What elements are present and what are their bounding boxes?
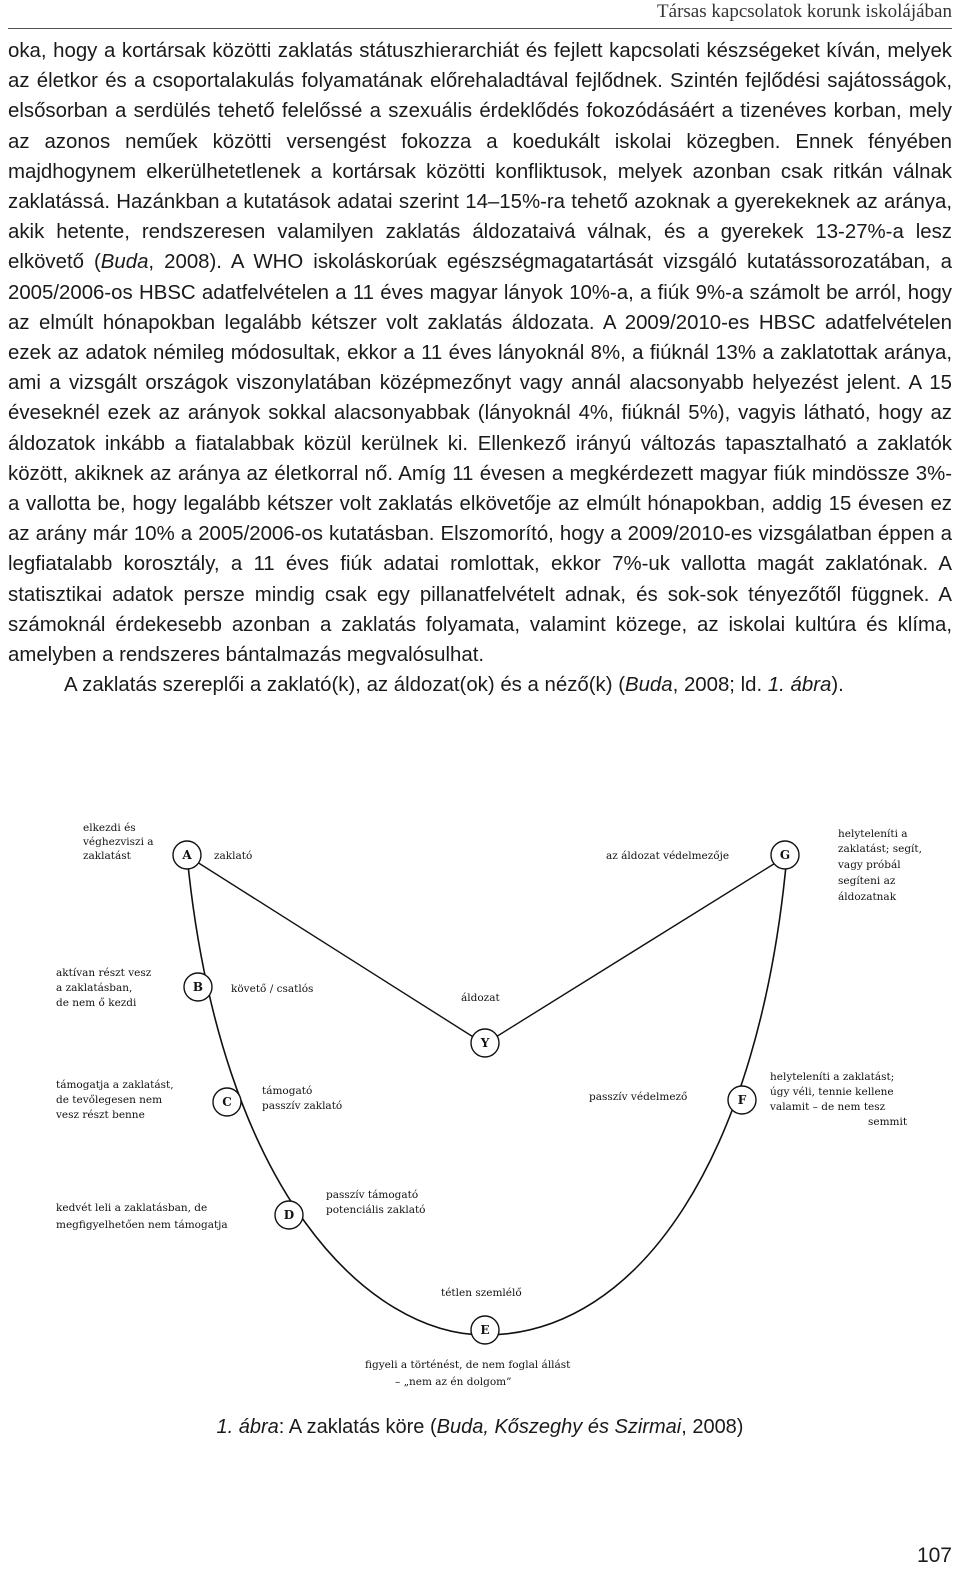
body-text [8,36,952,700]
label-a-role: zaklató [214,850,253,862]
label-a-desc-1: elkezdi és [83,822,136,834]
label-b-desc-3: de nem ő kezdi [56,997,137,1009]
label-f-desc-2: úgy véli, tennie kellene [770,1086,894,1098]
svg-text:B: B [192,980,204,994]
node-y [471,1029,499,1057]
label-d-role-1: passzív támogató [326,1189,419,1201]
svg-text:A: A [182,848,192,862]
label-b-role: követő / csatlós [231,983,314,995]
label-e-desc-2: – „nem az én dolgom” [395,1376,512,1388]
svg-text:E: E [480,1323,490,1337]
running-header [8,0,952,29]
svg-text:C: C [222,1095,232,1109]
caption-authors: Buda, Kőszeghy és Szirmai [436,1416,682,1438]
figure-caption [0,1413,960,1441]
label-g-desc-3: vagy próbál [838,859,901,871]
label-e-desc-1: figyeli a történést, de nem foglal állást [365,1359,571,1371]
label-c-desc-2: de tevőlegesen nem [56,1094,163,1106]
label-f-role: passzív védelmező [589,1091,688,1103]
label-g-role: az áldozat védelmezője [606,850,730,862]
label-e-role: tétlen szemlélő [441,1287,522,1299]
paragraph-2-text-end: ). [831,674,844,697]
caption-text: : A zaklatás köre ( [278,1416,437,1438]
label-c-desc-1: támogatja a zaklatást, [56,1079,174,1091]
caption-year: , 2008) [681,1416,744,1438]
node-f [728,1086,756,1114]
node-b [184,973,212,1001]
citation-author: Buda [100,251,149,274]
bullying-circle-diagram [0,815,960,1415]
page-number: 107 [916,1544,952,1567]
label-f-desc-4: semmit [868,1116,908,1128]
figure-reference: 1. ábra [767,674,832,697]
victim-defender-line [491,862,777,1040]
paragraph-1-text-cont: , 2008). A WHO iskoláskorúak egészségmagatartását vizsgáló kutatássorozatában, a 2005/2006-os HBSC adatfelvételen a 11 éves magyar lányok 10%-a, a fiúk 9%-a számolt be arról, hogy az elmúlt hónapokban legalább kétszer volt zaklatás áldozata. A 2009/2010-es HBSC adatfelvételen ezek az adatok némileg módosultak, ekkor a 11 éves lányoknál 8%, a fiúknál 13% a zaklatottak aránya, ami a vizsgált országok viszonylatában középmezőnyt vagy annál alacsonyabb helyezést jelent. A 15 éveseknél ezek az arányok sokkal alacsonyabbak (lányoknál 4%, fiúknál 5%), vagyis látható, hogy az áldozatok inkább a fiatalabbak közül kerülnek ki. Ellenkező irányú változás tapasztalható a zaklatók között, akiknek az aránya az életkorral nő. Amíg 11 évesen a megkérdezett magyar fiúk mindössze 3%-a vallotta be, hogy legalább kétszer volt zaklatás elkövetője az elmúlt hónapokban, addig 15 évesen ez az arány már 10% a 2005/2006-os kutatásban. Elszomorító, hogy a 2009/2010-es vizsgálatban éppen a legfiatalabb korosztály, a 11 éves fiúk adatai romlottak, ekkor 7%-uk vallotta magát zaklatónak. A statisztikai adatok persze mindig csak egy pillanatfelvételt adnak, és sok-sok tényezőtől függnek. A számoknál érdekesebb azonban a zaklatás folyamata, valamint közege, az iskolai kultúra és klíma, amelyben a rendszeres bántalmazás megvalósulhat. [8,251,952,667]
label-y-role: áldozat [461,992,500,1004]
node-d [275,1201,303,1229]
paragraph-1-text: oka, hogy a kortársak közötti zaklatás státuszhierarchiát és fejlett kapcsolati készségeket kíván, melyek az életkor és a csoportalakulás folyamatának előrehaladtával fejlődnek. Szintén fejlődési sajátosságok, elsősorban a serdülés tehető felelőssé a szexuális érdeklődés fokozódásáért a tizenéves korban, mely az azonos neműek közötti versengést fokozza a koedukált iskolai közegben. Ennek fényében majdhogynem elkerülhetetlenek a kortársak közötti konfliktusok, melyek azonban csak ritkán válnak zaklatássá. Hazánkban a kutatások adatai szerint 14–15%-ra tehető azoknak a gyerekeknek az aránya, akik hetente, rendszeresen valamilyen zaklatás áldozataivá válnak, és a gyerekek 13-27%-a lesz elkövető ( [8,40,952,274]
node-e [471,1316,499,1344]
label-c-desc-3: vesz részt benne [56,1109,145,1121]
running-title: Társas kapcsolatok korunk iskolájában [657,1,952,22]
bully-victim-line [197,862,478,1040]
label-b-desc-1: aktívan részt vesz [56,967,152,979]
svg-text:G: G [779,848,791,862]
svg-text:D: D [283,1208,295,1222]
paragraph-2-text: A zaklatás szereplői a zaklató(k), az áldozat(ok) és a néző(k) ( [64,674,625,697]
svg-text:F: F [737,1093,747,1107]
paragraph-2-text-mid: , 2008; ld. [672,674,768,697]
citation-author: Buda [624,674,673,697]
label-d-desc-2: megfigyelhetően nem támogatja [56,1219,228,1231]
label-g-desc-4: segíteni az [838,875,896,887]
label-a-desc-2: véghezviszi a [83,836,154,848]
label-g-desc-2: zaklatást; segít, [838,843,922,855]
paragraph-2 [8,670,952,700]
node-g [771,841,799,869]
label-c-role-2: passzív zaklató [262,1100,343,1112]
caption-label: 1. ábra [216,1416,279,1438]
label-c-role-1: támogató [262,1085,313,1097]
node-c [213,1088,241,1116]
label-b-desc-2: a zaklatásban, [56,982,133,994]
label-d-role-2: potenciális zaklató [326,1204,426,1216]
svg-text:Y: Y [480,1036,490,1050]
bullying-circle-figure [0,815,960,1415]
label-a-desc-3: zaklatást [83,850,131,862]
paragraph-1 [8,36,952,670]
node-a [173,841,201,869]
label-g-desc-1: helyteleníti a [838,828,908,840]
label-g-desc-5: áldozatnak [838,891,897,903]
label-f-desc-1: helyteleníti a zaklatást; [770,1071,895,1083]
label-f-desc-3: valamit – de nem tesz [770,1101,886,1113]
label-d-desc-1: kedvét leli a zaklatásban, de [56,1202,208,1214]
